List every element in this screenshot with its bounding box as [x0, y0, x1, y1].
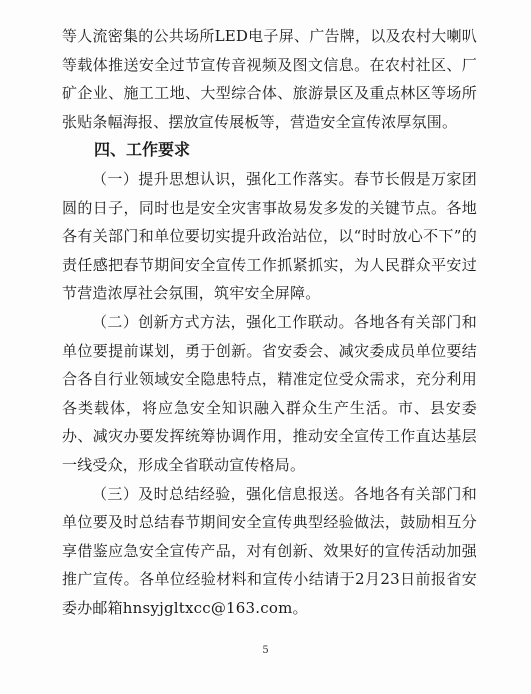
- paragraph-intro-continued: 等人流密集的公共场所LED电子屏、广告牌，以及农村大喇叭等载体推送安全过节宣传音视频及图文信息。在农村社区、厂矿企业、施工工地、大型综合体、旅游景区及重点林区等场所张贴条幅海报、摆放宣传展板等，营造安全宣传浓厚氛围。: [62, 27, 477, 131]
- page-number: 5: [262, 645, 269, 656]
- section-heading-work-requirements: 四、工作要求: [94, 140, 191, 160]
- document-body: [62, 22, 477, 622]
- requirement-paragraph-3: （三）及时总结经验，强化信息报送。各地各有关部门和单位要及时总结春节期间安全宣传典型经验做法，鼓励相互分享借鉴应急安全宣传产品，对有创新、效果好的宣传活动加强推广宣传。各单位经验材料和宣传小结请于2月23日前报省安委办邮箱hnsyjgltxcc@163.com。: [62, 484, 477, 617]
- requirement-paragraph-1: （一）提升思想认识，强化工作落实。春节长假是万家团圆的日子，同时也是安全灾害事故易发多发的关键节点。各地各有关部门和单位要切实提升政治站位，以“时时放心不下”的责任感把春节期间安全宣传工作抓紧抓实，为人民群众平安过节营造浓厚社会氛围，筑牢安全屏障。: [62, 169, 477, 303]
- requirement-paragraph-2: （二）创新方式方法，强化工作联动。各地各有关部门和单位要提前谋划，勇于创新。省安委会、减灾委成员单位要结合各自行业领域安全隐患特点，精准定位受众需求，充分利用各类载体，将应急安全知识融入群众生产生活。市、县安委办、减灾办要发挥统筹协调作用，推动安全宣传工作直达基层一线受众，形成全省联动宣传格局。: [62, 312, 477, 474]
